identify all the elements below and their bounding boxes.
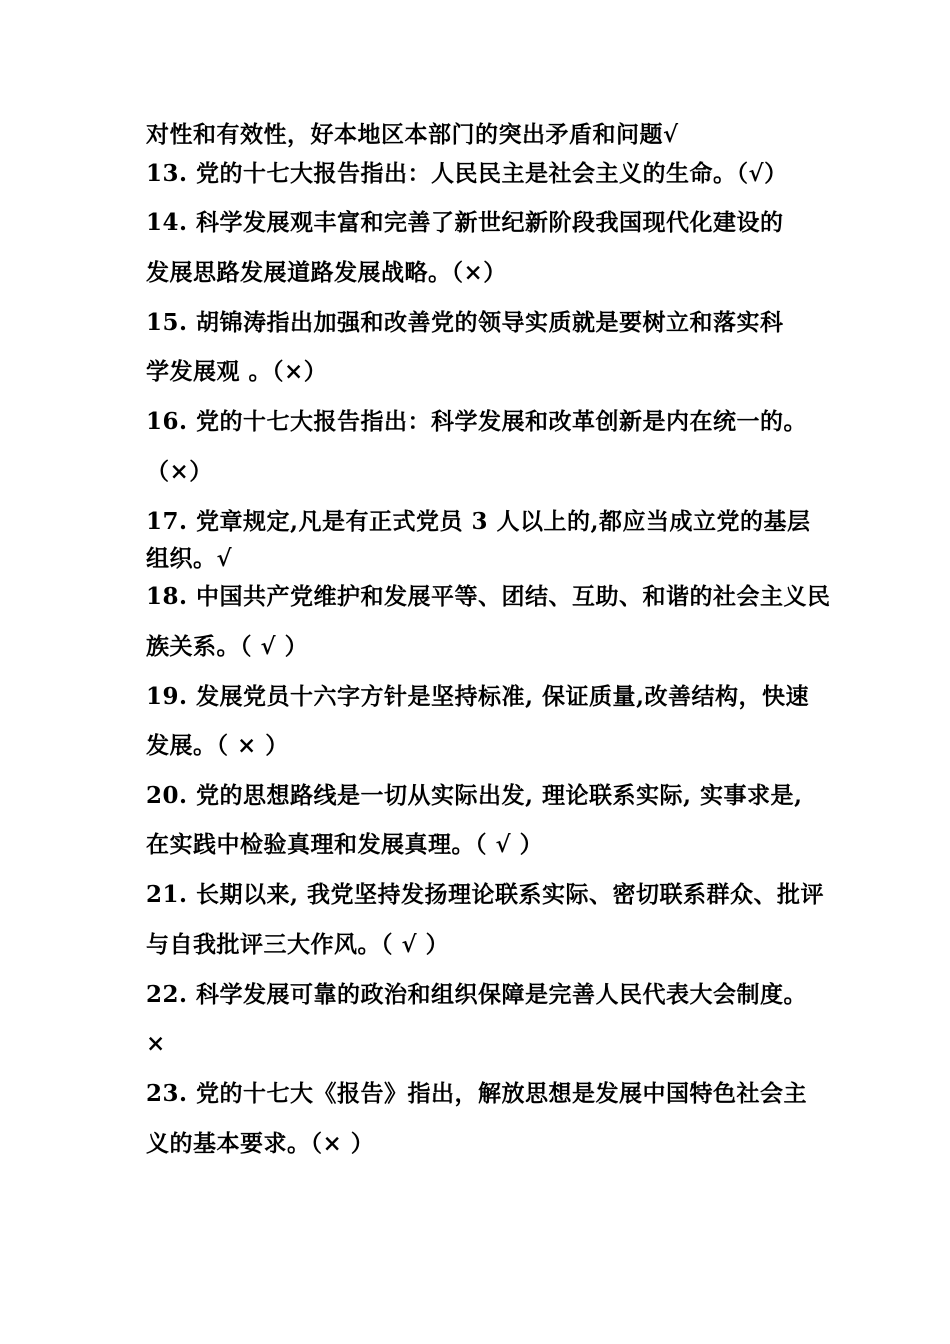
text-line: （×） [146, 458, 213, 485]
text-line: 在实践中检验真理和发展真理。（ √ ） [146, 831, 544, 858]
text-line: 23. 党的十七大《报告》指出，解放思想是发展中国特色社会主 [146, 1080, 808, 1107]
text-line: 发展。（ × ） [146, 732, 289, 759]
text-line: 对性和有效性，好本地区本部门的突出矛盾和问题√ [146, 121, 679, 148]
text-line: 17. 党章规定,凡是有正式党员 3 人以上的,都应当成立党的基层 [146, 508, 811, 535]
text-line: 族关系。（ √ ） [146, 633, 309, 660]
text-line: 组织。√ [146, 545, 233, 572]
text-line: 19. 发展党员十六字方针是坚持标准, 保证质量,改善结构，快速 [146, 683, 810, 710]
text-line: 15. 胡锦涛指出加强和改善党的领导实质就是要树立和落实科 [146, 309, 784, 336]
text-line: 20. 党的思想路线是一切从实际出发, 理论联系实际, 实事求是, [146, 782, 803, 809]
text-line: 21. 长期以来, 我党坚持发扬理论联系实际、密切联系群众、批评 [146, 881, 825, 908]
text-line: 13. 党的十七大报告指出：人民民主是社会主义的生命。（√） [146, 160, 788, 187]
text-line: 学发展观 。（×） [146, 358, 328, 385]
text-line: 发展思路发展道路发展战略。（×） [146, 259, 507, 286]
text-line: 与自我批评三大作风。（ √ ） [146, 931, 450, 958]
text-line: 18. 中国共产党维护和发展平等、团结、互助、和谐的社会主义民 [146, 583, 831, 610]
text-line: 22. 科学发展可靠的政治和组织保障是完善人民代表大会制度。 [146, 981, 808, 1008]
text-line: × [146, 1030, 166, 1057]
text-line: 16. 党的十七大报告指出：科学发展和改革创新是内在统一的。 [146, 408, 808, 435]
text-line: 义的基本要求。（× ） [146, 1130, 375, 1157]
text-line: 14. 科学发展观丰富和完善了新世纪新阶段我国现代化建设的 [146, 209, 784, 236]
